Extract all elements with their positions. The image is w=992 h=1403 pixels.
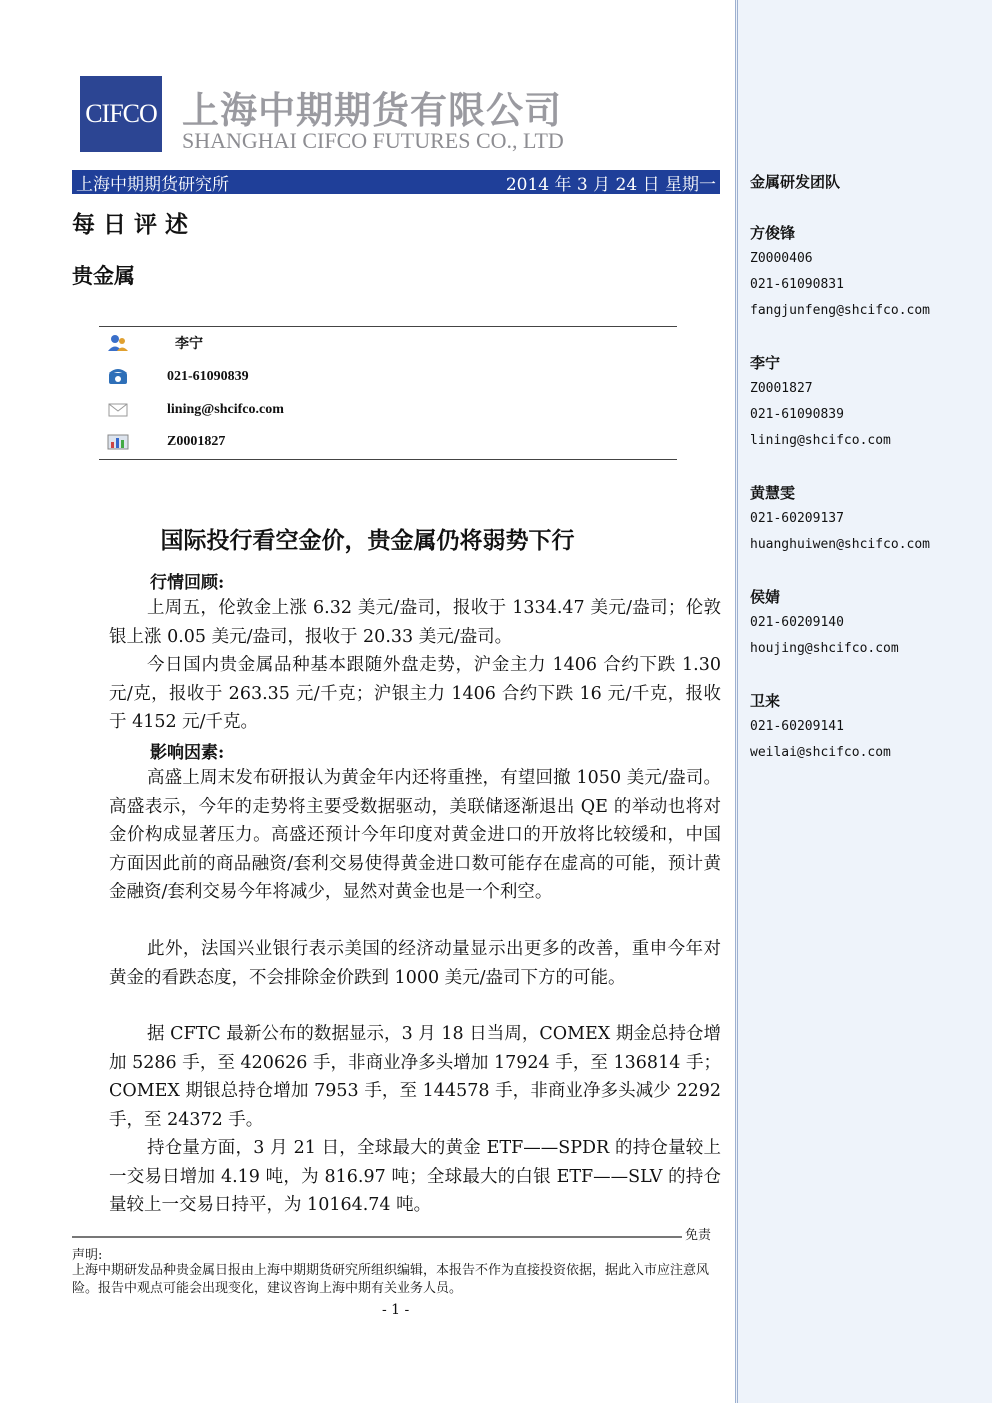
report-date: 2014 年 3 月 24 日 星期一 [505, 174, 716, 195]
analyst-phone: 021-61090839 [750, 407, 844, 422]
analyst-card [750, 350, 891, 454]
paragraph-4: 此外，法国兴业银行表示美国的经济动量显示出更多的改善，重申今年对黄金的看跌态度，不会排除金价跌到 1000 美元/盎司下方的可能。 [109, 939, 721, 988]
analyst-license: Z0001827 [750, 381, 813, 396]
contact-email[interactable]: lining@shcifco.com [167, 402, 284, 417]
analyst-name: 李宁 [750, 354, 781, 372]
analyst-card [750, 220, 930, 324]
analyst-phone: 021-60209141 [750, 719, 844, 734]
institute-name: 上海中期期货研究所 [76, 174, 229, 195]
contact-name-row [107, 333, 203, 353]
analyst-card [750, 584, 899, 662]
analyst-email[interactable]: weilai@shcifco.com [750, 745, 891, 760]
contact-phone: 021-61090839 [167, 369, 249, 384]
paragraph-1: 上周五，伦敦金上涨 6.32 美元/盎司，报收于 1334.47 美元/盎司；伦敦银上涨 0.05 美元/盎司，报收于 20.33 美元/盎司。 [109, 598, 721, 647]
analyst-card [750, 688, 891, 766]
analyst-name: 侯婧 [750, 588, 781, 606]
analyst-email[interactable]: lining@shcifco.com [750, 433, 891, 448]
contact-phone-row [107, 368, 249, 386]
company-name-en: SHANGHAI CIFCO FUTURES CO., LTD [182, 128, 564, 153]
analyst-email[interactable]: fangjunfeng@shcifco.com [750, 303, 931, 318]
paragraph-3: 高盛上周末发布研报认为黄金年内还将重挫，有望回撤 1050 美元/盎司。高盛表示，今年的走势将主要受数据驱动，美联储逐渐退出 QE 的举动也将对金价构成显著压力。高盛还预计今年印度对黄金进口的开放将比较缓和，中国方面因此前的商品融资/套利交易使得黄金进口数可能存在虚高的可能，预计黄金融资/套利交易今年将减少，显然对黄金也是一个利空。 [109, 768, 721, 902]
person-icon [107, 334, 129, 352]
article-title: 国际投行看空金价，贵金属仍将弱势下行 [160, 527, 575, 554]
disclaimer-label: 声明: [72, 1248, 103, 1263]
team-sidebar [735, 0, 992, 1403]
footer-divider [72, 1236, 682, 1238]
page-number: - 1 - [382, 1302, 410, 1318]
report-category: 贵金属 [72, 263, 135, 288]
contact-email-row [107, 401, 284, 419]
disclaimer-text: 上海中期研发品种贵金属日报由上海中期期货研究所组织编辑，本报告不作为直接投资依据，据此入市应注意风险。报告中观点可能会出现变化，建议咨询上海中期有关业务人员。 [72, 1263, 710, 1296]
analyst-name: 黄慧雯 [750, 484, 796, 502]
analyst-phone: 021-60209140 [750, 615, 844, 630]
bar-chart-icon [107, 433, 129, 451]
contact-box [99, 326, 677, 460]
analyst-email[interactable]: huanghuiwen@shcifco.com [750, 537, 931, 552]
contact-name: 李宁 [175, 337, 203, 352]
phone-icon [107, 368, 129, 386]
analyst-card [750, 480, 930, 558]
analyst-name: 卫来 [750, 692, 781, 710]
analyst-license: Z0000406 [750, 251, 813, 266]
company-name-cn: 上海中期期货有限公司 [182, 89, 562, 132]
contact-license: Z0001827 [167, 434, 226, 449]
analyst-phone: 021-60209137 [750, 511, 844, 526]
analyst-name: 方俊锋 [750, 224, 796, 242]
paragraph-2: 今日国内贵金属品种基本跟随外盘走势，沪金主力 1406 合约下跌 1.30 元/克，报收于 263.35 元/千克；沪银主力 1406 合约下跌 16 元/千克，报收于 4152 元/千克。 [109, 655, 721, 732]
section-heading-factors: 影响因素: [150, 743, 225, 763]
disclaimer-heading: 免责 [685, 1228, 712, 1243]
envelope-icon [107, 401, 129, 419]
contact-license-row [107, 433, 225, 451]
sidebar-team-title: 金属研发团队 [750, 173, 841, 191]
section-heading-review: 行情回顾: [150, 573, 225, 593]
analyst-phone: 021-61090831 [750, 277, 844, 292]
analyst-email[interactable]: houjing@shcifco.com [750, 641, 899, 656]
paragraph-6: 持仓量方面，3 月 21 日，全球最大的黄金 ETF——SPDR 的持仓量较上一交易日增加 4.19 吨，为 816.97 吨；全球最大的白银 ETF——SLV 的持仓量较上一交易日持平，为 10164.74 吨。 [109, 1138, 721, 1215]
report-type: 每日评述 [72, 211, 196, 238]
company-logo: CIFCO [80, 76, 162, 152]
paragraph-5: 据 CFTC 最新公布的数据显示，3 月 18 日当周，COMEX 期金总持仓增加 5286 手，至 420626 手，非商业净多头增加 17924 手，至 136814 手；COMEX 期银总持仓增加 7953 手，至 144578 手，非商业净多头减少 2292 手，至 24372 手。 [109, 1024, 721, 1130]
header-banner [72, 170, 720, 194]
